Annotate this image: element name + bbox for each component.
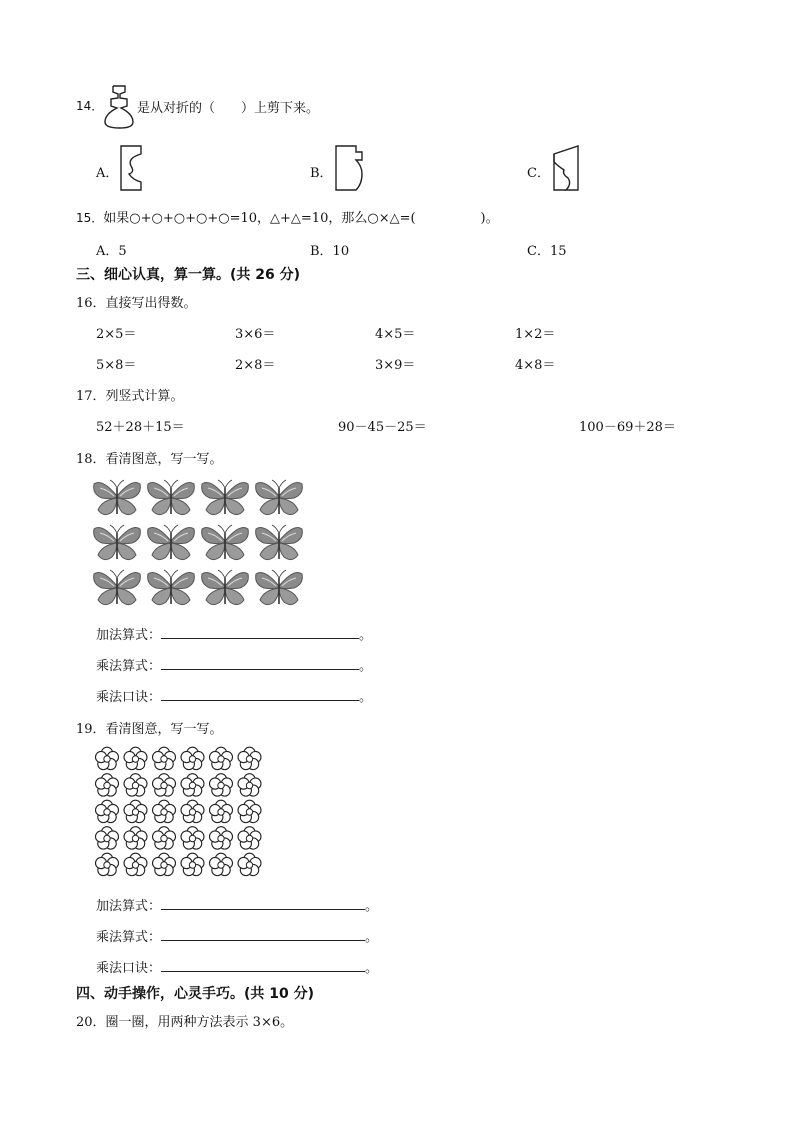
option-a-shape-icon: [119, 144, 153, 192]
q17-item: 100－69＋28＝: [579, 420, 676, 435]
answer-blank[interactable]: [161, 959, 365, 972]
flower-icon: [124, 747, 147, 769]
line-label: 加法算式：: [96, 899, 162, 914]
line-label: 乘法算式：: [96, 659, 162, 674]
line-end: 。: [359, 659, 373, 674]
flower-icon: [153, 853, 176, 875]
line-label: 乘法口诀：: [96, 961, 162, 976]
option-b-shape-icon: [334, 144, 368, 192]
butterfly-icon: [256, 525, 303, 560]
q19-line-add[interactable]: [96, 895, 378, 914]
flower-icon: [96, 747, 119, 769]
flower-icon: [181, 747, 204, 769]
q14-option-b[interactable]: [310, 162, 333, 181]
flower-icon: [153, 747, 176, 769]
flower-icon: [124, 774, 147, 796]
flower-icon: [238, 853, 261, 875]
flower-icon: [181, 800, 204, 822]
q15-number: 15．: [76, 211, 104, 225]
q15-option-a[interactable]: A．5: [96, 244, 127, 259]
answer-blank[interactable]: [161, 897, 365, 910]
butterfly-grid: [90, 478, 310, 613]
flower-icon: [153, 800, 176, 822]
q18-line-add[interactable]: [96, 624, 372, 643]
flower-icon: [96, 853, 119, 875]
butterfly-icon: [256, 480, 303, 515]
flower-icon: [210, 853, 233, 875]
flower-icon: [153, 827, 176, 849]
q14-number: 14．: [76, 99, 104, 113]
answer-blank[interactable]: [161, 928, 365, 941]
line-end: 。: [359, 690, 373, 705]
line-end: 。: [365, 961, 379, 976]
butterfly-icon: [202, 570, 249, 605]
section-4-heading: 四、动手操作，心灵手巧。(共 10 分): [76, 986, 315, 1002]
flower-icon: [181, 853, 204, 875]
option-b-label: B．: [310, 166, 333, 181]
q17-item: 90－45－25＝: [338, 420, 427, 435]
q20-title: 20．圈一圈，用两种方法表示 3×6。: [76, 1015, 294, 1030]
flower-icon: [210, 774, 233, 796]
q15-mid: =10，△+△=10，那么: [229, 211, 368, 226]
flower-icon: [124, 827, 147, 849]
line-end: 。: [365, 899, 379, 914]
q15-option-c[interactable]: C．15: [527, 244, 567, 259]
q18-line-rhyme[interactable]: [96, 686, 372, 705]
q14-option-c[interactable]: [527, 162, 550, 181]
vase-shape-icon: [103, 84, 137, 130]
q15-tail: ×△=( )。: [378, 211, 499, 226]
q16-item: 3×6＝: [235, 327, 276, 342]
line-end: 。: [365, 930, 379, 945]
option-c-label: C．: [527, 166, 550, 181]
circle-sum-icons: ○+○+○+○+○: [129, 211, 230, 226]
section-3-heading: 三、细心认真，算一算。(共 26 分): [76, 267, 301, 283]
line-label: 乘法口诀：: [96, 690, 162, 705]
q17-item: 52＋28＋15＝: [96, 420, 185, 435]
q15: [76, 207, 499, 226]
flower-icon: [210, 827, 233, 849]
flower-icon: [210, 800, 233, 822]
answer-blank[interactable]: [161, 626, 359, 639]
butterfly-icon: [94, 525, 141, 560]
q19-line-mul[interactable]: [96, 926, 378, 945]
answer-blank[interactable]: [161, 657, 359, 670]
option-c-shape-icon: [548, 144, 582, 192]
butterfly-icon: [202, 525, 249, 560]
q16-item: 4×5＝: [375, 327, 416, 342]
flower-icon: [96, 827, 119, 849]
q16-item: 2×8＝: [235, 358, 276, 373]
q14-text: 是从对折的（ ）上剪下来。: [137, 101, 320, 116]
butterfly-icon: [148, 480, 195, 515]
q16-item: 5×8＝: [96, 358, 137, 373]
flower-icon: [124, 800, 147, 822]
line-end: 。: [359, 628, 373, 643]
butterfly-icon: [148, 570, 195, 605]
option-a-label: A．: [96, 166, 119, 181]
q16-item: 1×2＝: [515, 327, 556, 342]
flower-icon: [238, 774, 261, 796]
flower-icon: [181, 827, 204, 849]
butterfly-icon: [148, 525, 195, 560]
flower-icon: [238, 747, 261, 769]
q19-title: 19．看清图意，写一写。: [76, 722, 223, 737]
line-label: 乘法算式：: [96, 930, 162, 945]
flower-icon: [96, 774, 119, 796]
q16-title: 16．直接写出得数。: [76, 296, 197, 311]
flower-icon: [96, 800, 119, 822]
flower-icon: [181, 774, 204, 796]
flower-icon: [153, 774, 176, 796]
q16-item: 2×5＝: [96, 327, 137, 342]
line-label: 加法算式：: [96, 628, 162, 643]
q19-line-rhyme[interactable]: [96, 957, 378, 976]
flower-grid: [94, 746, 269, 881]
q15-option-b[interactable]: B．10: [310, 244, 350, 259]
butterfly-icon: [94, 570, 141, 605]
q18-line-mul[interactable]: [96, 655, 372, 674]
q14-option-a[interactable]: [96, 162, 118, 181]
q17-title: 17．列竖式计算。: [76, 389, 184, 404]
answer-blank[interactable]: [161, 688, 359, 701]
flower-icon: [124, 853, 147, 875]
q16-item: 3×9＝: [375, 358, 416, 373]
flower-icon: [238, 800, 261, 822]
q15-pre: 如果: [103, 211, 130, 226]
flower-icon: [238, 827, 261, 849]
q18-title: 18．看清图意，写一写。: [76, 452, 223, 467]
circle-icon: ○: [367, 211, 379, 226]
q16-item: 4×8＝: [515, 358, 556, 373]
q14: [76, 97, 103, 114]
butterfly-icon: [256, 570, 303, 605]
flower-icon: [210, 747, 233, 769]
butterfly-icon: [202, 480, 249, 515]
butterfly-icon: [94, 480, 141, 515]
